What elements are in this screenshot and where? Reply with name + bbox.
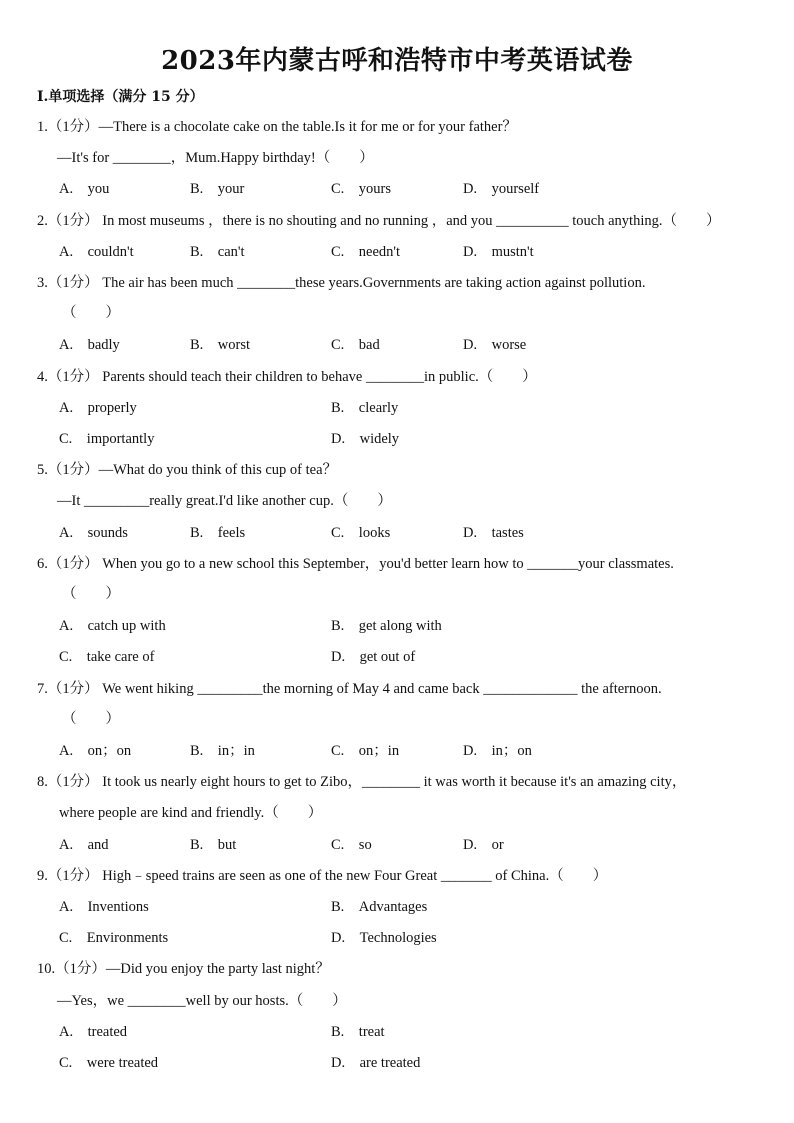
question-10-option-c[interactable]: C. were treated [59, 1055, 159, 1071]
question-6-option-d[interactable]: D. get out of [331, 649, 416, 665]
question-10-stem: 10.（1分）—Did you enjoy the party last night？ [37, 961, 330, 977]
question-5-option-a[interactable]: A. sounds [59, 525, 128, 541]
question-5-stem-2: —It _________really great.I'd like another cup.（ ） [57, 493, 392, 509]
question-1-option-a[interactable]: A. you [59, 181, 110, 197]
question-4-stem: 4.（1分） Parents should teach their children to behave ________in public.（ ） [37, 369, 537, 385]
question-10-stem-2: —Yes，we ________well by our hosts.（ ） [57, 993, 347, 1009]
question-7-stem-2: （ ） [62, 711, 120, 727]
question-5-option-d[interactable]: D. tastes [463, 525, 524, 541]
question-5-stem: 5.（1分）—What do you think of this cup of tea？ [37, 462, 338, 478]
question-1-option-b[interactable]: B. your [190, 181, 245, 197]
question-6-stem-2: （ ） [62, 586, 120, 602]
question-4-option-a[interactable]: A. properly [59, 400, 137, 416]
question-9-option-d[interactable]: D. Technologies [331, 930, 437, 946]
question-9-option-a[interactable]: A. Inventions [59, 899, 149, 915]
question-5-option-b[interactable]: B. feels [190, 525, 246, 541]
page-title: 2023年内蒙古呼和浩特市中考英语试卷 [161, 46, 633, 76]
question-7-option-c[interactable]: C. on；in [331, 743, 400, 759]
question-8-option-d[interactable]: D. or [463, 837, 504, 853]
question-2-option-a[interactable]: A. couldn't [59, 244, 134, 260]
question-3-stem-2: （ ） [62, 305, 120, 321]
question-7-stem: 7.（1分） We went hiking _________the morning of May 4 and came back _____________ the afternoon. [37, 681, 662, 697]
question-10-option-a[interactable]: A. treated [59, 1024, 128, 1040]
question-7-option-a[interactable]: A. on；on [59, 743, 132, 759]
question-6-option-b[interactable]: B. get along with [331, 618, 442, 634]
question-4-option-d[interactable]: D. widely [331, 431, 400, 447]
question-3-option-c[interactable]: C. bad [331, 337, 380, 353]
question-8-stem: 8.（1分） It took us nearly eight hours to get to Zibo，________ it was worth it because it's an amazing city， [37, 774, 687, 790]
question-1-stem: 1.（1分）—There is a chocolate cake on the table.Is it for me or for your father？ [37, 119, 517, 135]
question-1-stem-2: —It's for ________，Mum.Happy birthday!（ ） [57, 150, 374, 166]
question-7-option-b[interactable]: B. in；in [190, 743, 255, 759]
question-3-option-a[interactable]: A. badly [59, 337, 120, 353]
question-9-option-c[interactable]: C. Environments [59, 930, 169, 946]
question-6-stem: 6.（1分） When you go to a new school this September，you'd better learn how to _______your classmates. [37, 556, 674, 572]
question-10-option-d[interactable]: D. are treated [331, 1055, 421, 1071]
question-6-option-a[interactable]: A. catch up with [59, 618, 166, 634]
question-1-option-d[interactable]: D. yourself [463, 181, 540, 197]
question-3-stem: 3.（1分） The air has been much ________these years.Governments are taking action against pollution. [37, 275, 646, 291]
question-8-option-b[interactable]: B. but [190, 837, 237, 853]
question-6-option-c[interactable]: C. take care of [59, 649, 155, 665]
question-8-option-a[interactable]: A. and [59, 837, 109, 853]
question-7-option-d[interactable]: D. in；on [463, 743, 532, 759]
question-4-option-b[interactable]: B. clearly [331, 400, 399, 416]
question-3-option-b[interactable]: B. worst [190, 337, 251, 353]
question-8-option-c[interactable]: C. so [331, 837, 372, 853]
question-1-option-c[interactable]: C. yours [331, 181, 392, 197]
question-5-option-c[interactable]: C. looks [331, 525, 391, 541]
question-10-option-b[interactable]: B. treat [331, 1024, 385, 1040]
question-2-option-d[interactable]: D. mustn't [463, 244, 534, 260]
question-3-option-d[interactable]: D. worse [463, 337, 527, 353]
section-heading: I.单项选择（满分 15 分） [37, 89, 204, 105]
question-2-option-c[interactable]: C. needn't [331, 244, 401, 260]
question-2-option-b[interactable]: B. can't [190, 244, 245, 260]
question-8-stem-2: where people are kind and friendly.（ ） [59, 805, 323, 821]
question-9-option-b[interactable]: B. Advantages [331, 899, 428, 915]
question-2-stem: 2.（1分） In most museums ，there is no shouting and no running ，and you __________ touch anything.（ ） [37, 213, 721, 229]
question-4-option-c[interactable]: C. importantly [59, 431, 155, 447]
question-9-stem: 9.（1分） High﹣speed trains are seen as one of the new Four Great _______ of China.（ ） [37, 868, 608, 884]
